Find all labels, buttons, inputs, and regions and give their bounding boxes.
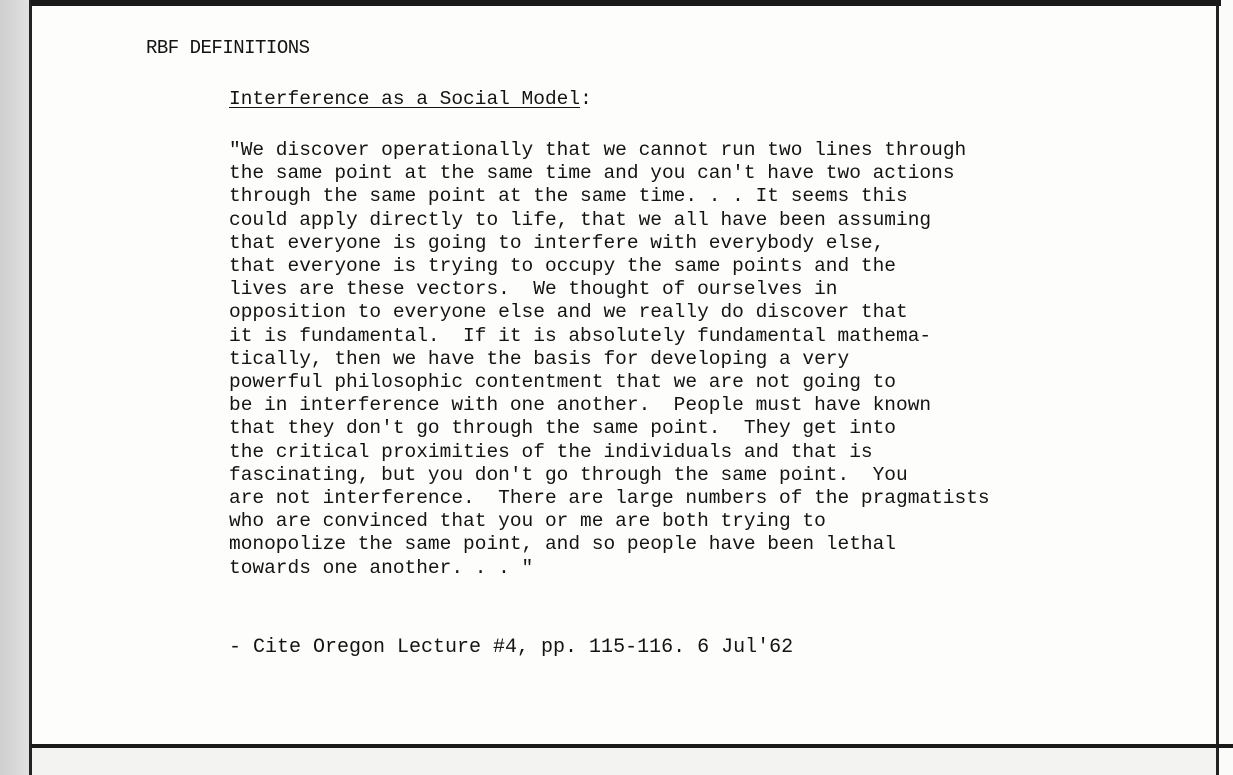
quote-line: be in interference with one another. People must have known [229,394,932,417]
quote-line: opposition to everyone else and we really do discover that [229,301,908,324]
quote-line: powerful philosophic contentment that we are not going to [229,371,897,394]
left-page-edge [0,0,31,775]
quote-line: that everyone is going to interfere with everybody else, [229,231,885,254]
quote-line: through the same point at the same time. . . It seems this [229,185,908,208]
card-bottom-rule [31,744,1233,748]
definition-title-text: Interference as a Social Model [229,88,581,110]
quote-block [229,139,990,580]
quote-line: it is fundamental. If it is absolutely fundamental mathema- [229,324,932,347]
quote-line: lives are these vectors. We thought of ourselves in [229,278,838,301]
next-card-strip [32,748,1216,775]
quote-line: who are convinced that you or me are both trying to [229,510,826,533]
quote-line: the same point at the same time and you can't have two actions [229,162,955,185]
definition-title-colon: : [580,88,592,110]
definition-card [32,6,1216,744]
card-header: RBF DEFINITIONS [146,37,310,59]
quote-line: tically, then we have the basis for developing a very [229,347,850,370]
card-right-rule [1216,0,1219,775]
definition-title [229,88,592,110]
quote-line: "We discover operationally that we cannot run two lines through [229,139,967,161]
quote-line: that everyone is trying to occupy the same points and the [229,255,897,278]
quote-line: monopolize the same point, and so people have been lethal [229,533,897,556]
quote-line: fascinating, but you don't go through the same point. You [229,463,908,486]
quote-line: the critical proximities of the individuals and that is [229,440,873,463]
quote-line: could apply directly to life, that we all have been assuming [229,208,932,231]
quote-line: towards one another. . . " [229,556,534,579]
quote-line: that they don't go through the same point. They get into [229,417,897,440]
quote-line: are not interference. There are large numbers of the pragmatists [229,487,990,510]
citation: - Cite Oregon Lecture #4, pp. 115-116. 6 Jul'62 [229,636,794,659]
